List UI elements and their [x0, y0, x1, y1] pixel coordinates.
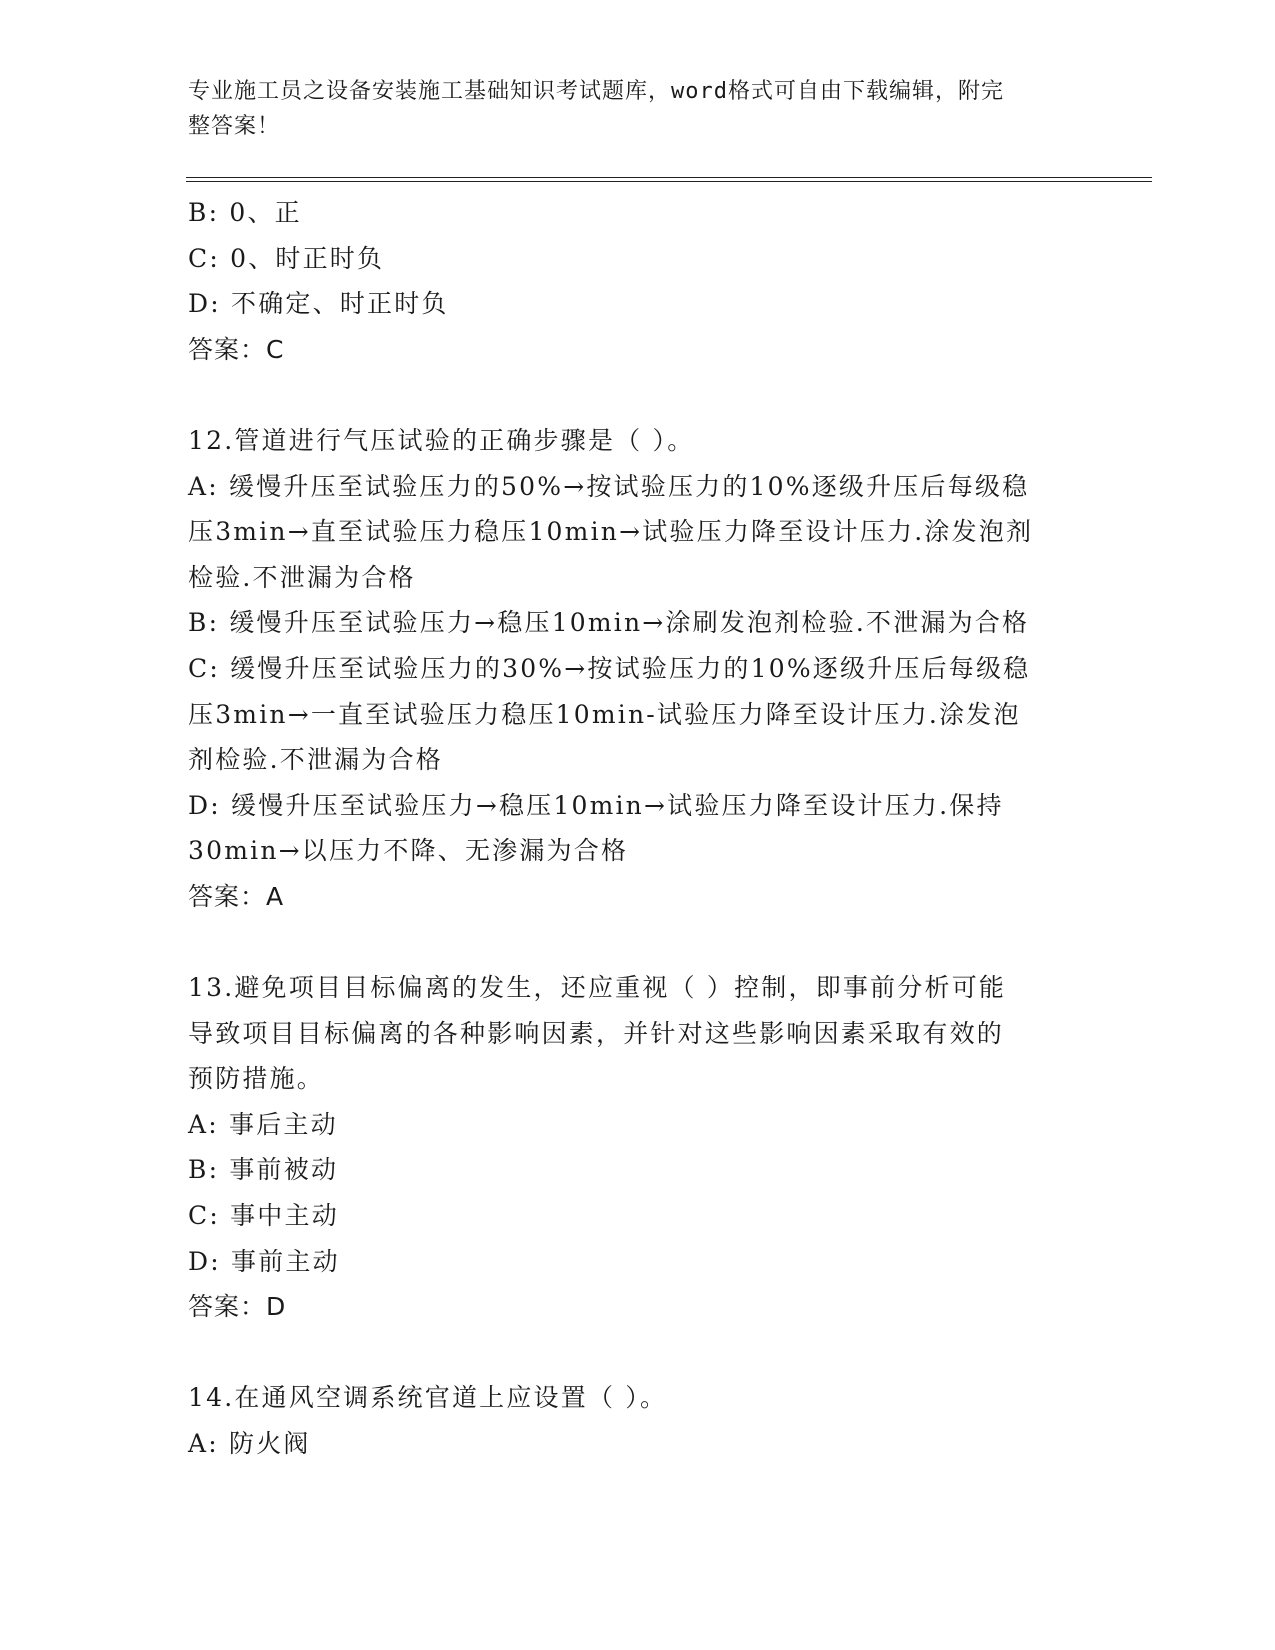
option-a-line-3: 检验.不泄漏为合格 [188, 562, 416, 592]
header-line-1: 专业施工员之设备安装施工基础知识考试题库，word格式可自由下载编辑，附完 [188, 79, 1004, 104]
option-c-line-1: C: 缓慢升压至试验压力的30%→按试验压力的10%逐级升压后每级稳 [188, 653, 1031, 683]
option-c-line-3: 剂检验.不泄漏为合格 [188, 745, 443, 775]
option-c: C: 0、时正时负 [188, 243, 385, 273]
option-c-line-2: 压3min→一直至试验压力稳压10min-试验压力降至设计压力.涂发泡 [188, 699, 1021, 729]
option-a: A: 事后主动 [188, 1109, 338, 1139]
option-a-line-1: A: 缓慢升压至试验压力的50%→按试验压力的10%逐级升压后每级稳 [188, 471, 1030, 501]
option-d: D: 不确定、时正时负 [188, 289, 449, 319]
spacer [188, 1330, 1088, 1376]
question-12 [188, 418, 1088, 920]
option-b: B: 0、正 [188, 198, 302, 227]
answer: 答案：D [188, 1292, 287, 1322]
answer: 答案：C [188, 334, 285, 364]
question-13 [188, 965, 1088, 1330]
option-a-line-2: 压3min→直至试验压力稳压10min→试验压力降至设计压力.涂发泡剂 [188, 517, 1034, 547]
header-divider-top [186, 177, 1152, 178]
option-d-line-2: 30min→以压力不降、无渗漏为合格 [188, 836, 629, 866]
question-stem: 14.在通风空调系统官道上应设置（ ）。 [188, 1383, 668, 1413]
spacer [188, 920, 1088, 966]
option-b: B: 事前被动 [188, 1155, 339, 1185]
answer: 答案：A [188, 881, 285, 911]
option-d: D: 事前主动 [188, 1246, 340, 1276]
option-a: A: 防火阀 [188, 1429, 311, 1459]
header-divider-bottom [186, 181, 1152, 182]
option-d-line-1: D: 缓慢升压至试验压力→稳压10min→试验压力降至设计压力.保持 [188, 790, 1004, 820]
question-stem-line-3: 预防措施。 [188, 1064, 325, 1094]
question-stem-line-1: 13.避免项目目标偏离的发生，还应重视（ ）控制，即事前分析可能 [188, 973, 1007, 1003]
question-stem-line-2: 导致项目目标偏离的各种影响因素，并针对这些影响因素采取有效的 [188, 1018, 1005, 1048]
option-b: B: 缓慢升压至试验压力→稳压10min→涂刷发泡剂检验.不泄漏为合格 [188, 608, 1030, 638]
document-header [188, 74, 1068, 144]
spacer [188, 372, 1088, 418]
question-stem: 12.管道进行气压试验的正确步骤是（ ）。 [188, 425, 695, 455]
question-11 [188, 190, 1088, 372]
question-body [188, 190, 1088, 1467]
question-14 [188, 1375, 1088, 1466]
header-line-2: 整答案！ [188, 114, 281, 139]
option-c: C: 事中主动 [188, 1201, 339, 1231]
